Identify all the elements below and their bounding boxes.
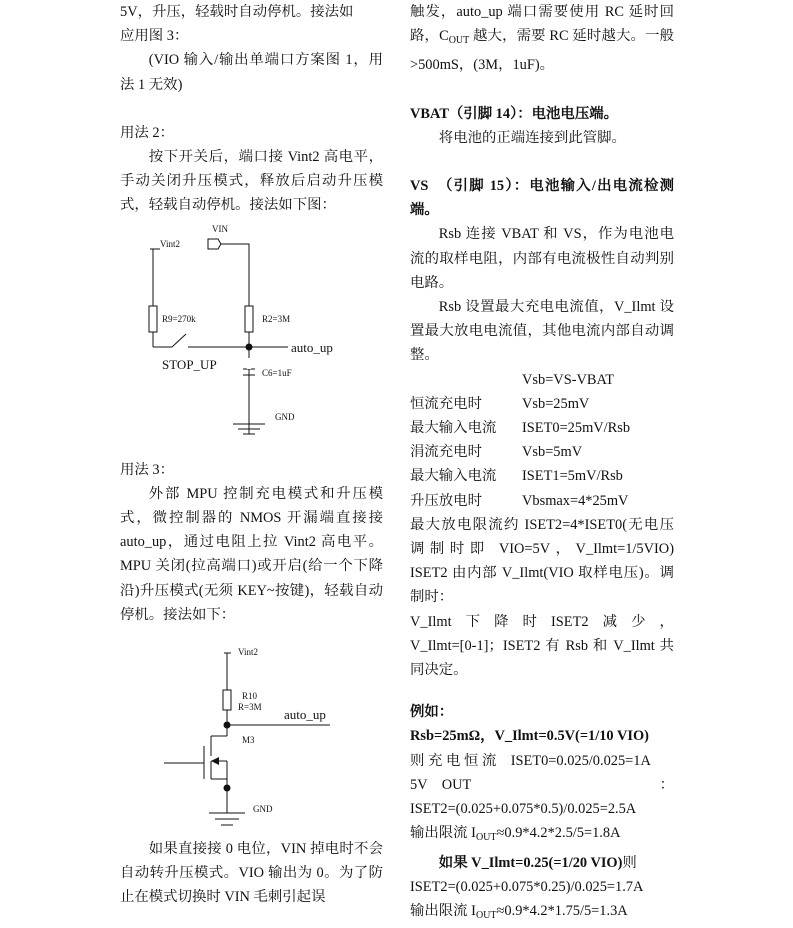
parameter-label: 涓流充电时: [410, 444, 482, 461]
parameter-value: ISET1=5mV/Rsb: [522, 468, 623, 485]
parameter-table: [410, 392, 674, 513]
vs-text-1: Rsb 连接 VBAT 和 VS，作为电池电流的取样电阻，内部有电流极性自动判别电路。: [410, 226, 674, 291]
parameter-value: ISET0=25mV/Rsb: [522, 420, 631, 437]
spread-word: 减: [602, 613, 618, 630]
example-1-limit: [410, 821, 674, 850]
junction-dot-2: [224, 722, 231, 729]
resistor-r9: [149, 306, 157, 332]
m3-label: M3: [242, 735, 255, 746]
vilmt-decrease-line: [410, 610, 674, 634]
paragraph-continuation-end: 应用图 3：: [120, 28, 189, 45]
resistor-r2: [245, 306, 253, 332]
circuit-figure-2: [120, 627, 383, 837]
vbat-text: 将电池的正端连接到此管脚。: [438, 129, 626, 146]
spread-word: 少: [631, 613, 646, 630]
example-1-condition: Rsb=25mΩ，V_Ilmt=0.5V(=1/10 VIO): [410, 728, 649, 745]
auto-up-label-2: auto_up: [284, 707, 326, 723]
formula-vsb: Vsb=VS-VBAT: [522, 371, 615, 388]
limit-value-2: ≈0.9*4.2*1.75/5=1.3A: [496, 902, 628, 919]
spread-word: 降: [494, 613, 509, 630]
r10-label: R10: [242, 691, 258, 702]
example-2-bold: 如果 V_Ilmt=0.25(=1/20 VIO): [438, 854, 623, 871]
example-1-colon: ：: [659, 776, 674, 793]
vs-heading: VS （引脚 15）：电池输入/出电流检测端。: [410, 178, 674, 219]
r9-label: R9=270k: [162, 313, 196, 324]
example-2-iset2: ISET2=(0.025+0.075*0.25)/0.025=1.7A: [410, 878, 644, 895]
resistor-r10: [223, 690, 231, 710]
vint2-label: Vint2: [160, 238, 180, 249]
example-1-output-line: [410, 773, 674, 797]
example-1-iset0: 则 充 电 恒 流 ISET0=0.025/0.025=1A: [410, 752, 651, 769]
example-2-condition: [410, 851, 674, 875]
stop-up-label: STOP_UP: [162, 356, 217, 372]
spread-word: 下: [465, 613, 481, 630]
bottom-paragraph: 如果直接接 0 电位，VIN 掉电时不会自动转升压模式。VIO 输出为 0。为了防止在模式切换时 VIN 毛刺引起误: [120, 841, 383, 906]
stop-up-switch: [172, 334, 186, 347]
vs-text-2: Rsb 设置最大充电电流值，V_Ilmt 设置最大放电电流值，其他电流内部自动调整。: [410, 299, 674, 364]
junction-dot-3: [224, 785, 231, 792]
parameter-row: [410, 464, 674, 488]
spread-word: V_Ilmt: [410, 613, 452, 630]
vint2-label-2: Vint2: [238, 647, 258, 658]
limit-prefix-2: 输出限流 I: [410, 902, 476, 919]
usage3-heading: 用法 3：: [120, 461, 174, 478]
usage3-text: 外部 MPU 控制充电模式和升压模式，微控制器的 NMOS 开漏端直接接 auto_up，通过电阻上拉 Vint2 高电平。MPU 关闭(拉高端口)或开启(给一个下降沿)升压模式(无须 KEY~按键)，轻载自动停机。接法如下：: [120, 485, 383, 623]
circuit-figure-1: [120, 218, 383, 458]
iout-subscript-2: OUT: [475, 909, 497, 921]
gnd-label-2: GND: [253, 804, 273, 815]
spread-word: 时: [522, 613, 537, 630]
cout-subscript: OUT: [448, 35, 470, 47]
iout-subscript: OUT: [475, 832, 497, 844]
limit-value: ≈0.9*4.2*2.5/5=1.8A: [496, 825, 621, 842]
paragraph-continuation: 5V，升压，轻载时自动停机。接法如: [120, 4, 354, 20]
vio-note: (VIO 输入/输出单端口方案图 1，用法 1 无效): [120, 52, 383, 93]
right-column: [410, 0, 674, 928]
iset2-text: 最大放电限流约 ISET2=4*ISET0(无电压调制时即 VIO=5V，V_Ilmt=1/5VIO) ISET2 由内部 V_Ilmt(VIO 取样电压)。调制时：: [410, 516, 674, 606]
usage2-text: 按下开关后，端口接 Vint2 高电平，手动关闭升压模式，释放后启动升压模式，轻载自动停机。接法如下图：: [120, 149, 383, 214]
junction-dot: [246, 343, 253, 350]
parameter-label: 恒流充电时: [410, 395, 482, 412]
parameter-label: 最大输入电流: [410, 420, 497, 437]
gnd-label: GND: [275, 411, 295, 422]
vilmt-range: V_Ilmt=[0-1]；ISET2 有 Rsb 和 V_Ilmt 共同决定。: [410, 637, 674, 679]
parameter-value: Vsb=25mV: [522, 395, 590, 412]
spread-word: ISET2: [550, 613, 589, 630]
example-1-iset2: ISET2=(0.025+0.075*0.5)/0.025=2.5A: [410, 801, 637, 818]
parameter-row: [410, 392, 674, 416]
r2-label: R2=3M: [262, 313, 291, 324]
rc-delay-text: 触发，auto_up 端口需要使用 RC 延时回路，C: [410, 4, 674, 45]
limit-prefix: 输出限流 I: [410, 825, 476, 842]
left-column: [120, 0, 383, 910]
r10-value-label: R=3M: [238, 702, 262, 713]
rc-delay-text-2: 越大，需要 RC 延时越大。一般>500mS，(3M，1uF)。: [410, 28, 674, 74]
usage2-heading: 用法 2：: [120, 124, 174, 141]
c6-label: C6=1uF: [262, 367, 292, 378]
formula-row: [410, 368, 674, 392]
parameter-row: [410, 489, 674, 513]
parameter-value: Vsb=5mV: [522, 444, 583, 461]
spread-word: ，: [659, 613, 674, 630]
parameter-label: 最大输入电流: [410, 468, 497, 485]
parameter-label: 升压放电时: [410, 492, 482, 509]
vin-label: VIN: [212, 223, 228, 234]
parameter-row: [410, 416, 674, 440]
vbat-heading: VBAT（引脚 14）：电池电压端。: [410, 105, 618, 122]
parameter-row: [410, 440, 674, 464]
vin-port-symbol: [208, 239, 221, 249]
example-1-output: 5V OUT: [410, 776, 472, 793]
rc-delay-paragraph: [410, 0, 674, 78]
example-heading: 例如：: [410, 704, 454, 721]
example-2-limit: [410, 899, 674, 928]
auto-up-label: auto_up: [291, 339, 333, 355]
example-2-tail: 则: [622, 854, 637, 871]
parameter-value: Vbsmax=4*25mV: [522, 492, 629, 509]
